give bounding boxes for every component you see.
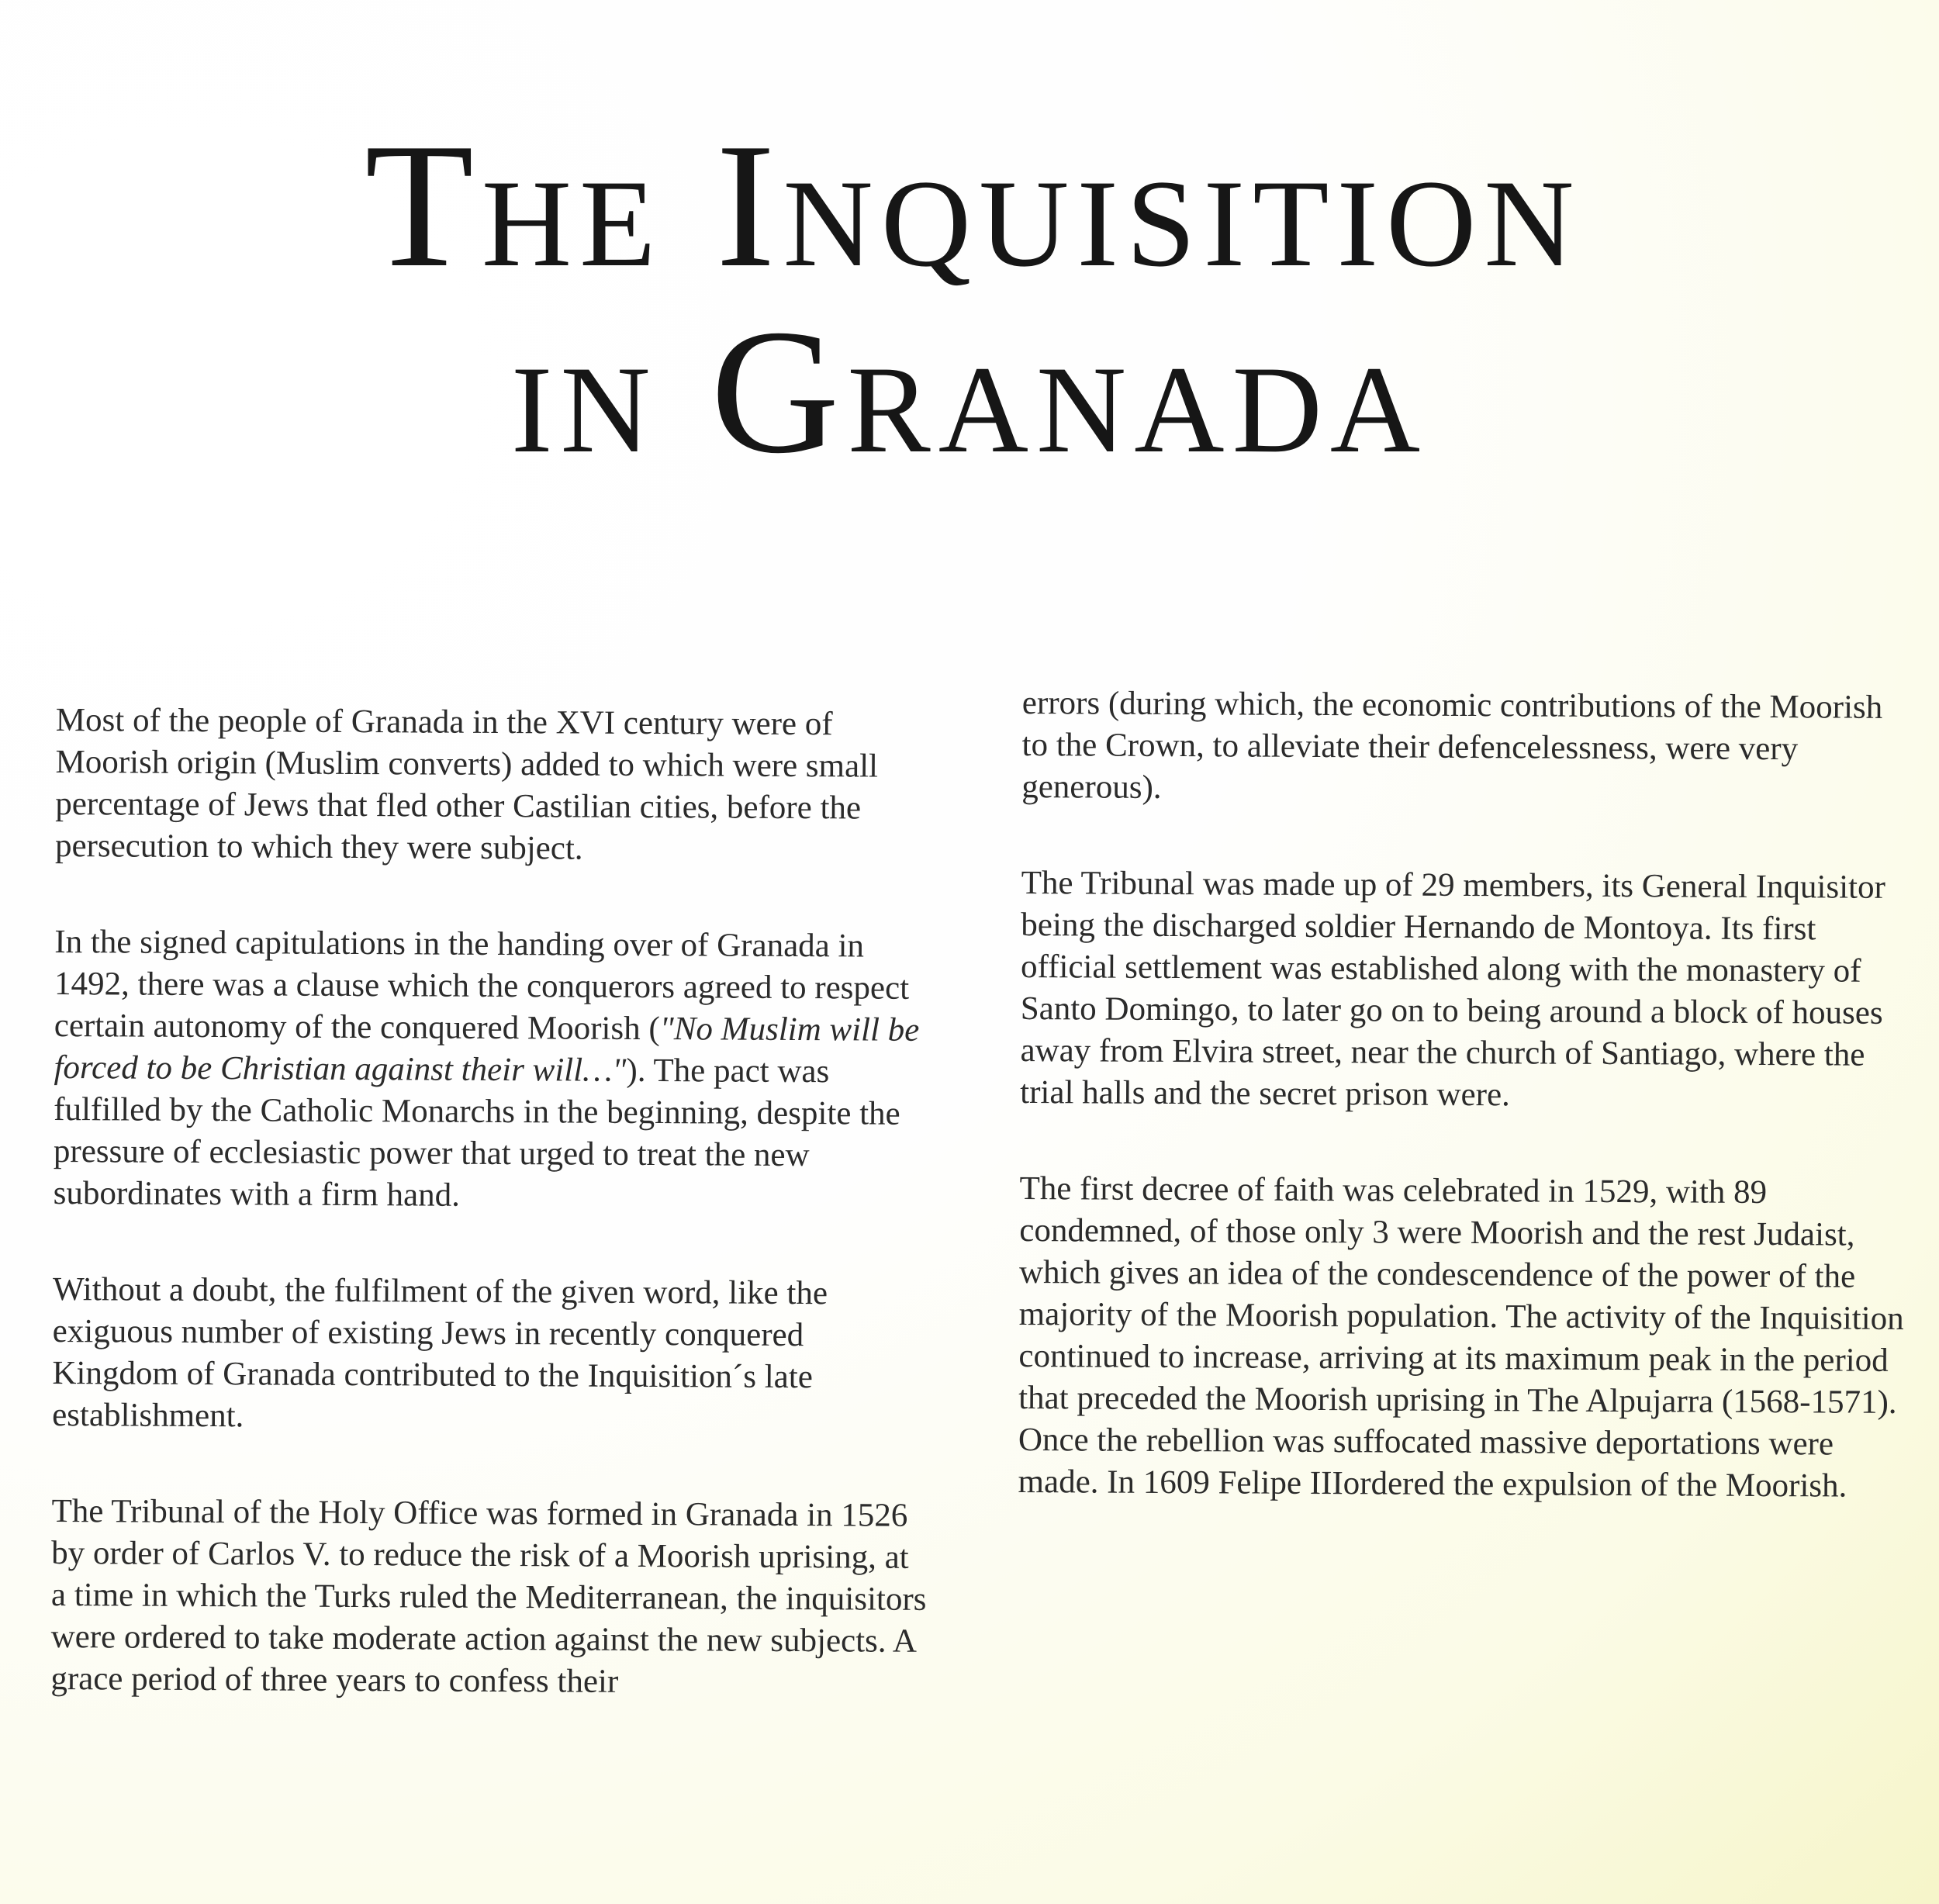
paragraph-holy-office: The Tribunal of the Holy Office was formed in Granada in 1526 by order of Carlos V. to reduce the risk of a Moorish uprising, at a time in which the Turks ruled the Mediterranean, the inquisitors were ordered to take moderate action against the new subjects. A grace period of three years to confess their xyxy=(50,1492,927,1700)
paragraph-late-establishment: Without a doubt, the fulfilment of the given word, like the exiguous number of existing Jews in recently conquered Kingdom of Granada contributed to the Inquisition´s late establishment. xyxy=(52,1270,828,1435)
capitulations-text-start: In the signed capitulations in the handing over of Granada in 1492, there was a clause which the conquerors agreed to respect certain autonomy of the conquered Moorish ( xyxy=(54,923,910,1048)
capitulations-quote: "No Muslim will be forced to be Christian against their will…" xyxy=(54,1011,920,1089)
paragraph-capitulations xyxy=(54,921,931,1219)
left-column xyxy=(50,700,932,1759)
title-line-1: The Inquisition xyxy=(365,106,1582,304)
right-column xyxy=(1018,682,1914,1562)
paragraph-decree-of-faith: The first decree of faith was celebrated in 1529, with 89 condemned, of those only 3 were Moorish and the rest Judaist, which gives an idea of the condescendence of the power of the majority of the Moorish population. The activity of the Inquisition continued to increase, arriving at its maximum peak in the period that preceded the Moorish uprising in The Alpujarra (1568-1571). Once the rebellion was suffocated massive deportations were made. In 1609 Felipe IIIordered the expulsion of the Moorish. xyxy=(1018,1170,1904,1505)
title-line-2: in Granada xyxy=(510,292,1429,490)
paragraph-moorish-origin: Most of the people of Granada in the XVI century were of Moorish origin (Muslim converts) added to which were small percentage of Jews that fled other Castilian cities, before the persecution to which they were subject. xyxy=(54,701,879,867)
paragraph-errors-continued: errors (during which, the economic contributions of the Moorish to the Crown, to alleviate their defencelessness, were very generous). xyxy=(1021,684,1883,806)
paragraph-tribunal-members: The Tribunal was made up of 29 members, its General Inquisitor being the discharged soldier Hernando de Montoya. Its first official settlement was established along with the monastery of Santo Domingo, to later go on to being around a block of houses away from Elvira street, near the church of Santiago, where the trial halls and the secret prison were. xyxy=(1020,864,1885,1114)
capitulations-text-end: ). The pact was fulfilled by the Catholic Monarchs in the beginning, despite the pressure of ecclesiastic power that urged to treat the new subordinates with a firm hand. xyxy=(53,1052,900,1214)
panel-title xyxy=(0,106,1939,490)
